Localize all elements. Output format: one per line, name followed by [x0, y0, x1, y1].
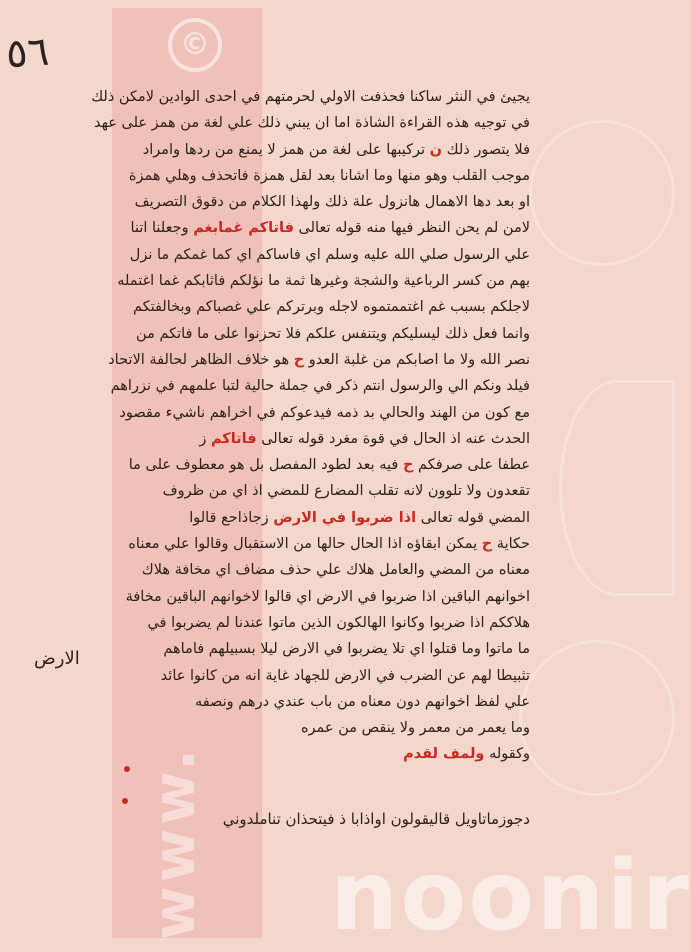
red-dot-icon — [124, 766, 130, 772]
ornament-circle-icon — [559, 380, 675, 596]
text-line: الحدث عنه اذ الحال في قوة مغرد قوله تعالى فاتاكم ز — [199, 430, 530, 447]
text-line: اخوانهم الباقين اذا ضربوا في الارض اي قالوا لاخوانهم الباقين مخافة — [125, 588, 530, 605]
text-line: تقعدون ولا تلوون لانه تقلب المضارع للمضي اذ اي من ظروف — [162, 483, 530, 500]
main-text — [91, 84, 530, 768]
copyright-icon: © — [168, 18, 222, 72]
text-line: او بعد دها الاهمال هانزول علة ذلك ولهذا الكلام من دقوق التصريف — [134, 194, 530, 211]
text-line: في توجيه هذه القراءة الشاذة اما ان يبني ذلك علي لغة من همز على عهد — [93, 115, 530, 132]
text-line: عطفا على صرفكم ح فيه بعد لطود المفصل بل هو معطوف على ما — [128, 457, 530, 474]
text-line: معناه من المضي والعامل هلاك علي حذف مضاف اي مخافة هلاك — [141, 562, 530, 579]
text-line: مع كون من الهند والحالي بد ذمه فيدعوكم في اخراهم ناشيء مقصود — [119, 404, 530, 421]
text-line: المضي قوله تعالى اذا ضربوا في الارض زجاذاحع قالوا — [189, 509, 530, 526]
ornament-circle-icon — [519, 640, 675, 796]
text-line: بهم من كسر الرباعية والشجة وغيرها ثمة ما نؤلكم فاثابكم غما اغتمله — [117, 273, 530, 290]
vertical-watermark: www. — [140, 744, 208, 940]
text-line: تثبيطا لهم عن الضرب في الارض للجهاد غاية انه من كانوا عائد — [160, 667, 530, 684]
footer-line: دجوزماتاويل قاليقولون اواذابا ذ فيتحذان تناملدوني — [222, 810, 530, 828]
text-line: لاجلكم بسبب غم اغتممتموه لاجله وبرتركم علي غصباكم وبخالفتكم — [132, 299, 530, 316]
text-line: فيلد ونكم الي والرسول انتم ذكر في جملة حالية لتبا علمهم في نزراهم — [110, 378, 530, 395]
text-line: ما ماتوا وما قتلوا اي تلا يضربوا في الارض ليلا بسبيلهم فاماهم — [163, 641, 530, 658]
text-line: فلا يتصور ذلك ن تركيبها على لغة من همز لا يمنع من ردها وامراد — [142, 141, 530, 158]
text-line: هلاككم اذا ضربوا وكانوا الهالكون الذين ماتوا عندنا لم يضربوا في — [147, 614, 530, 631]
brand-watermark: noonir — [330, 840, 691, 952]
margin-note: الارض — [34, 648, 80, 669]
ornament-circle-icon — [529, 120, 675, 266]
text-line: نصر الله ولا ما اصابكم من غلبة العدو ح هو خلاف الظاهر لحالفة الاتحاد — [108, 351, 530, 368]
text-line: وكقوله ولمف لقدم — [403, 746, 530, 763]
page-number: ٥٦ — [4, 28, 51, 78]
text-line: علي لفظ اخوانهم دون معناه من باب عندي درهم ونصفه — [194, 693, 530, 710]
text-line: يجيئ في النثر ساكنا فحذفت الاولي لحرمتهم في احدى الوادين لامكن ذلك — [91, 89, 530, 105]
text-line: وانما فعل ذلك ليسليكم ويتنفس علكم فلا تحزنوا على ما فاتكم من — [136, 325, 530, 342]
text-line: حكاية ح يمكن ابقاؤه اذا الحال حالها من الاستقبال وقالوا علي معناه — [128, 536, 530, 553]
text-line: موجب القلب وهو منها وما اشانا بعد لقل همزة فاتحذف وهلي همزة — [128, 167, 530, 184]
red-dot-icon — [122, 798, 128, 804]
text-line: لامن لم يحن النظر فيها منه قوله تعالى فاتاكم غمابغم وجعلنا اتنا — [130, 220, 530, 237]
text-line: علي الرسول صلي الله عليه وسلم اي فاساكم اي كما غمكم ما نزل — [129, 246, 530, 263]
text-line: وما يعمر من معمر ولا ينقص من عمره — [300, 720, 530, 737]
